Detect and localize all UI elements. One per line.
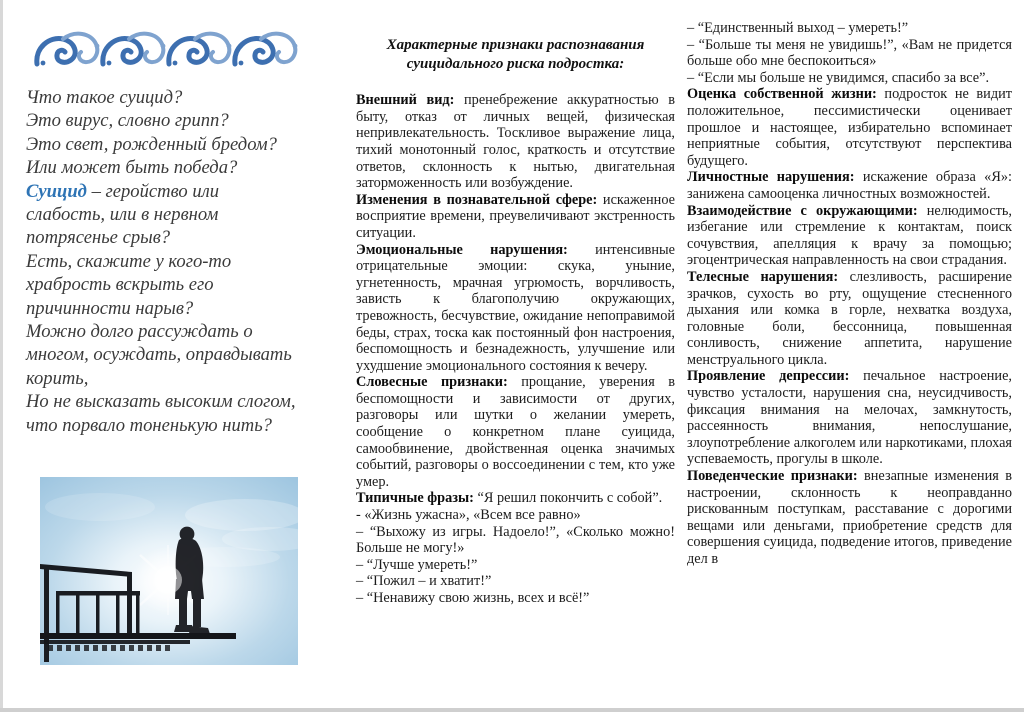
section-text: печальное настроение, чувство усталости, нарушения сна, неусидчивость, фиксация внимания на мелочах, замкнутость, рассеянность внимания, непослушание, злоупотребление алкоголем или наркотиками, плохая успеваемость, прогулы в школе. [687, 368, 1012, 468]
poem-line: корить, [26, 367, 89, 389]
poem-line: Есть, скажите у кого-то [26, 250, 232, 272]
section-text: искажение образа «Я»: занижена самооценка личностных возможностей. [687, 169, 1012, 202]
section-tipichnye-frazy [356, 490, 675, 507]
section-label: Поведенческие признаки: [687, 468, 858, 485]
typical-phrase: – “Лучше умереть!” [356, 556, 478, 573]
typical-phrase: – “Единственный выход – умереть!” [687, 20, 909, 36]
section-text: “Я решил покончить с собой”. [477, 490, 663, 507]
section-label: Телесные нарушения: [687, 268, 839, 285]
poem-line: слабость, или в нервном [26, 204, 219, 226]
boy-on-diving-board-photo [40, 477, 298, 665]
section-depressiya [687, 368, 1012, 468]
poem-line-tail: – геройство или [91, 180, 220, 202]
section-otsenka-zhizni [687, 86, 1012, 169]
section-text: слезливость, расширение зрачков, сухость во рту, ощущение стесненного дыхания или комка в горле, нехватка воздуха, головные боли, бессонница, повышенная сонливость, снижение аппетита, нарушение менструального цикла. [687, 268, 1012, 368]
typical-phrase: – “Пожил – и хватит!” [356, 573, 492, 590]
section-telesnye [687, 269, 1012, 369]
page-edge-bottom [0, 708, 1024, 712]
right-column [687, 20, 1012, 568]
typical-phrase: – “Выхожу из игры. Надоело!”, «Сколько можно! Больше не могу!» [356, 523, 675, 557]
middle-column [356, 36, 675, 607]
section-text: внезапные изменения в настроении, склонность к неоправданно рискованным поступкам, расставание с дорогими вещами или деньгами, приобретение средств для совершения суицида, подведение итогов, приведение дел в [687, 468, 1012, 567]
poem-line: многом, осуждать, оправдывать [26, 344, 292, 366]
poem-line: Но не высказать высоким слогом, [26, 391, 296, 413]
column-title: Характерные признаки распознавания суицидального риска подростка: [386, 37, 645, 72]
poem-line: что порвало тоненькую нить? [26, 414, 272, 436]
section-text: искаженное восприятие времени, преувеличивают экстренность ситуации. [356, 191, 675, 241]
section-label: Эмоциональные нарушения: [356, 241, 568, 258]
poem-line: потрясенье срыв? [26, 227, 171, 249]
poem-line: Или может быть победа? [26, 157, 238, 179]
sun-glare-front [154, 566, 182, 594]
page-edge-left [0, 0, 3, 712]
section-izmeneniya [356, 192, 675, 242]
section-vneshniy-vid [356, 92, 675, 192]
poem-line: Что такое суицид? [26, 87, 183, 108]
section-label: Личностные нарушения: [687, 169, 855, 186]
typical-phrase: – “Больше ты меня не увидишь!”, «Вам не придется больше обо мне беспокоиться» [687, 36, 1012, 70]
highlighted-word: Суицид [26, 180, 87, 202]
section-label: Оценка собственной жизни: [687, 86, 877, 103]
poem-line: Можно долго рассуждать о [26, 321, 253, 343]
section-lichnostnye [687, 169, 1012, 202]
section-text: подросток не видит положительное, пессимистически оценивает прошлое и настоящее, избирательно вспоминает неприятные события, отсутствуют перспектива будущего. [687, 86, 1012, 169]
poem-line: Это вирус, словно грипп? [26, 110, 229, 132]
poem-line: причинности нарыв? [26, 297, 194, 319]
section-text: нелюдимость, избегание или стремление к контактам, поиск сочувствия, апелляция к врачу за помощью; эгоцентрическая направленность на свои страдания. [687, 202, 1013, 269]
section-text: пренебрежение аккуратностью в быту, отказ от личных вещей, физическая непривлекательность. Тоскливое выражение лица, тихий монотонный голос, краткость и отсутствие ответов, склонность к нытью, двигательная заторможенность или возбуждение. [356, 92, 676, 192]
poem-line: храбрость вскрыть его [26, 274, 214, 296]
typical-phrase: - «Жизнь ужасна», «Всем все равно» [356, 507, 581, 524]
floral-border-ornament-icon [34, 30, 302, 74]
poem-line [26, 180, 346, 203]
section-label: Типичные фразы: [356, 490, 474, 507]
section-label: Внешний вид: [356, 92, 455, 109]
poem-text [26, 86, 346, 437]
section-label: Взаимодействие с окружающими: [687, 202, 918, 219]
section-label: Проявление депрессии: [687, 368, 850, 385]
section-text: интенсивные отрицательные эмоции: скука, уныние, угнетенность, мрачная угрюмость, ворчливость, зависть к благополучию окружающих, тревожность, бесчувствие, ожидание непоправимой беды, страх, тоска как постоянный фон настроения, беспомощность и безнадежность, улучшение или ухудшение эмоционального состояния к вечеру. [356, 241, 675, 374]
typical-phrase: – “Если мы больше не увидимся, спасибо за все”. [687, 69, 990, 86]
section-text: прощание, уверения в беспомощности и зависимости от других, разговоры или шутки о желании умереть, сообщение о конкретном плане суицида, самообвинение, двойственная оценка значимых событий, разговоры о воссоединении с тем, кто уже умер. [356, 374, 675, 490]
section-povedencheskie [687, 468, 1012, 568]
section-emotsionalnye [356, 242, 675, 375]
typical-phrase: – “Ненавижу свою жизнь, всех и всё!” [356, 590, 590, 606]
section-slovesnye [356, 374, 675, 490]
section-label: Изменения в познавательной сфере: [356, 191, 598, 208]
poem-line: Это свет, рожденный бредом? [26, 133, 277, 155]
section-label: Словесные признаки: [356, 374, 508, 391]
section-vzaimodeystvie [687, 203, 1012, 269]
